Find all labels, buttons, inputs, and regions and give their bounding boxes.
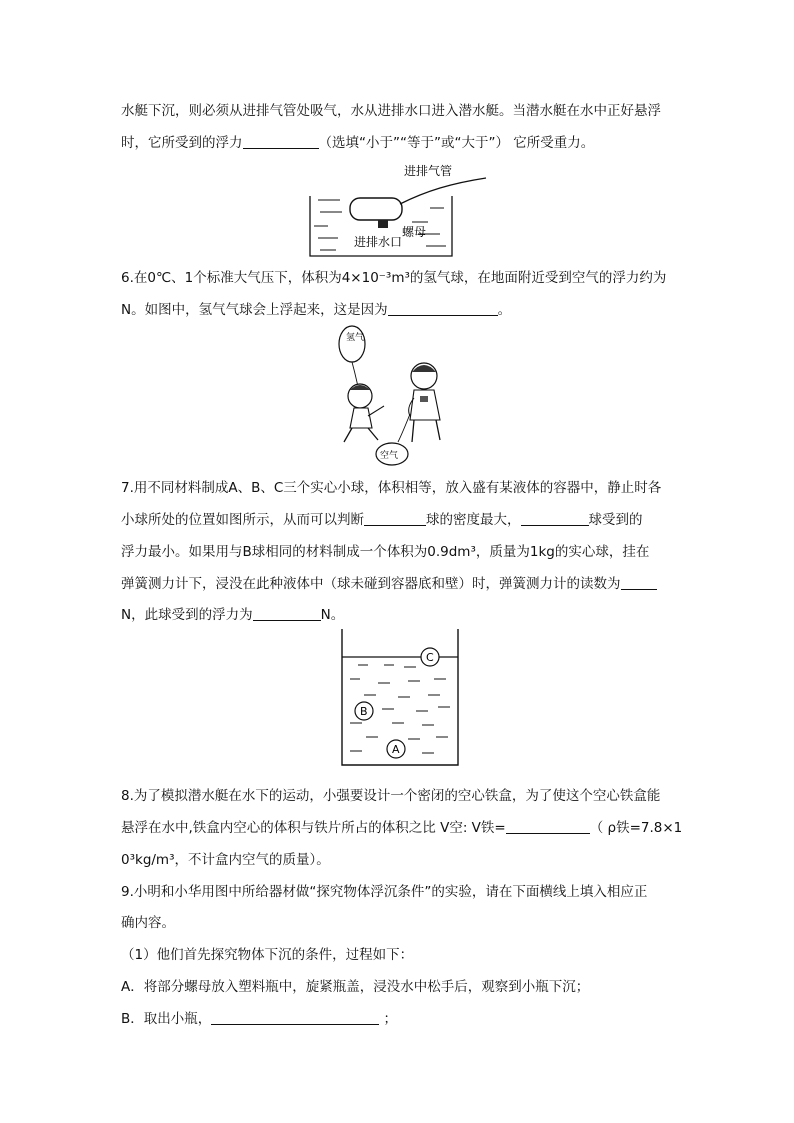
- q6-line2-prefix: N。如图中，氢气气球会上浮起来，这是因为: [121, 302, 388, 318]
- q9-text-line2: 确内容。: [121, 915, 175, 931]
- q7-text-line4: [121, 574, 657, 594]
- q5-text-line1: 水艇下沉，则必须从进排气管处吸气，水从进排水口进入潜水艇。当潜水艇在水中正好悬浮: [121, 103, 661, 119]
- q9-text-line5: [121, 1009, 397, 1029]
- ball-b-label: B: [360, 705, 368, 718]
- q7-buoyancy-blank[interactable]: [253, 606, 321, 621]
- q5-line2-prefix: 时，它所受到的浮力: [121, 135, 243, 151]
- q9-line5-prefix: B．取出小瓶，: [121, 1011, 212, 1027]
- q7-reading-blank[interactable]: [621, 575, 657, 590]
- q8-text-line3: 0³kg/m³，不计盒内空气的质量）。: [121, 852, 330, 868]
- q7-densest-blank[interactable]: [364, 511, 426, 526]
- q6-text-line2: [121, 300, 511, 320]
- q9-step-b-blank[interactable]: [211, 1010, 379, 1025]
- balloon-children-figure: [322, 324, 470, 470]
- q8-ratio-blank[interactable]: [506, 819, 590, 834]
- q5-line2-suffix: （选填“小于”“等于”或“大于”） 它所受重力。: [318, 135, 595, 151]
- q7-line4-text: 弹簧测力计下，浸没在此种液体中（球未碰到容器底和壁）时，弹簧测力计的读数为: [121, 576, 621, 592]
- three-balls-container-figure: [338, 627, 462, 769]
- q7-text-line5: [121, 605, 344, 625]
- q7-text-line3: 浮力最小。如果用与B球相同的材料制成一个体积为0.9dm³，质量为1kg的实心球，挂在: [121, 544, 650, 560]
- q7-line2-suffix: 球受到的: [588, 512, 643, 528]
- balloon-air-label: 空气: [380, 451, 399, 461]
- q8-line2-suffix: （ ρ铁=7.8×1: [589, 820, 683, 836]
- q7-text-line2: [121, 510, 643, 530]
- label-intake-pipe: 进排气管: [404, 164, 453, 178]
- q9-text-line1: 9.小明和小华用图中所给器材做“探究物体浮沉条件”的实验，请在下面横线上填入相应正: [121, 884, 648, 900]
- ball-c-label: C: [426, 651, 434, 664]
- label-inlet: 进排水口: [354, 235, 403, 249]
- label-nut: 螺母: [402, 225, 427, 239]
- q6-text-line1: 6.在0℃、1个标准大气压下，体积为4×10⁻³m³的氢气球，在地面附近受到空气的浮力约为: [121, 270, 667, 286]
- q5-answer-blank[interactable]: [243, 134, 319, 149]
- q7-least-buoyancy-blank[interactable]: [521, 511, 589, 526]
- q7-line5-prefix: N，此球受到的浮力为: [121, 607, 253, 623]
- q9-text-line4: A．将部分螺母放入塑料瓶中，旋紧瓶盖，浸没水中松手后，观察到小瓶下沉；: [121, 979, 590, 995]
- q9-line5-suffix: ；: [379, 1011, 398, 1027]
- q9-text-line3: （1）他们首先探究物体下沉的条件，过程如下：: [121, 947, 414, 963]
- q6-answer-blank[interactable]: [388, 301, 498, 316]
- q7-line5-suffix: N。: [320, 607, 345, 623]
- submarine-figure: [300, 160, 496, 260]
- q5-text-line2: [121, 133, 594, 153]
- balloon-hydrogen-label: 氢气: [346, 333, 365, 343]
- ball-a-label: A: [392, 743, 400, 756]
- q8-line2-prefix: 悬浮在水中,铁盒内空心的体积与铁片所占的体积之比 V空: V铁=: [121, 820, 506, 836]
- q6-line2-suffix: 。: [497, 302, 512, 318]
- q8-text-line1: 8.为了模拟潜水艇在水下的运动，小强要设计一个密闭的空心铁盒，为了使这个空心铁盒能: [121, 788, 661, 804]
- q7-text-line1: 7.用不同材料制成A、B、C三个实心小球，体积相等，放入盛有某液体的容器中，静止时各: [121, 480, 662, 496]
- q7-line2-mid: 球的密度最大，: [426, 512, 521, 528]
- q7-line2-prefix: 小球所处的位置如图所示，从而可以判断: [121, 512, 364, 528]
- q8-text-line2: [121, 818, 682, 838]
